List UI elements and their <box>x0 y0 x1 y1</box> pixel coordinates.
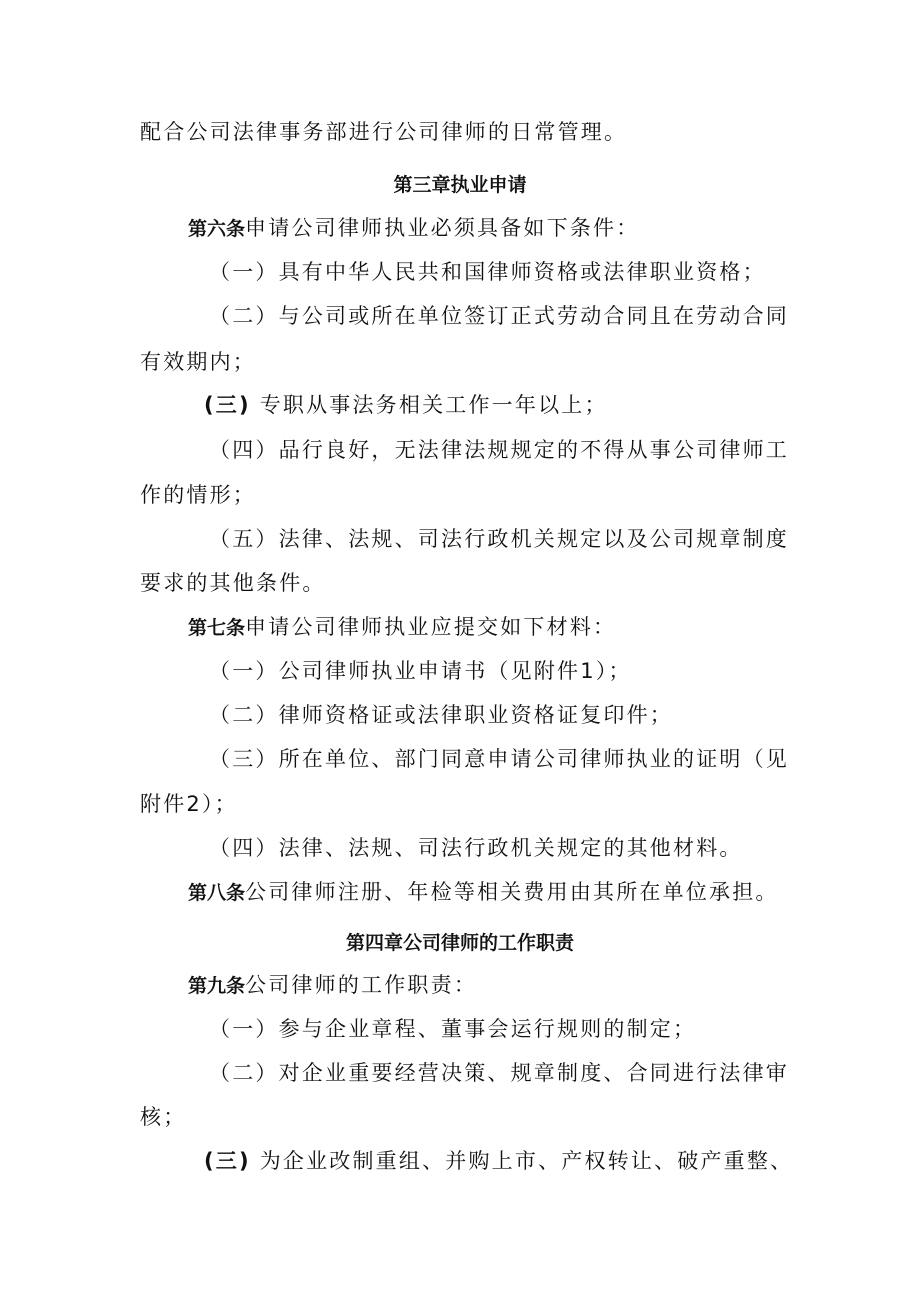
list-item-text: 为企业改制重组、并购上市、产权转让、破产重整、 <box>259 1149 794 1173</box>
paragraph-line: 配合公司法律事务部进行公司律师的日常管理。 <box>140 120 628 144</box>
list-item: （一）参与企业章程、董事会运行规则的制定； <box>209 1017 697 1041</box>
article-label: 第九条 <box>188 975 246 997</box>
article-text: 公司律师的工作职责： <box>245 973 478 997</box>
list-item-continuation: 附件2）； <box>140 792 238 816</box>
list-marker: (三) <box>204 1149 251 1173</box>
list-item-continuation: 作的情形； <box>140 483 256 507</box>
list-item: （一）公司律师执业申请书（见附件1）； <box>209 659 632 683</box>
list-item-text: 专职从事法务相关工作一年以上； <box>259 393 608 417</box>
article-text: 申请公司律师执业应提交如下材料： <box>245 615 617 639</box>
list-item: （四）法律、法规、司法行政机关规定的其他材料。 <box>209 836 743 860</box>
list-item-continuation: 核； <box>140 1105 187 1129</box>
list-item <box>204 390 608 420</box>
article-label: 第七条 <box>188 617 246 639</box>
list-item: （三）所在单位、部门同意申请公司律师执业的证明（见 <box>209 747 789 771</box>
article-label: 第八条 <box>188 882 246 904</box>
article-text: 公司律师注册、年检等相关费用由其所在单位承担。 <box>245 880 779 904</box>
article-9 <box>188 970 477 1001</box>
list-item: （五）法律、法规、司法行政机关规定以及公司规章制度 <box>209 527 789 551</box>
article-7 <box>188 612 616 643</box>
list-item: （一）具有中华人民共和国律师资格或法律职业资格； <box>209 260 766 284</box>
list-item: （二）对企业重要经营决策、规章制度、合同进行法律审 <box>209 1061 789 1085</box>
list-item <box>204 1146 793 1176</box>
chapter-heading-3: 第三章执业申请 <box>393 174 527 196</box>
article-6 <box>188 213 639 244</box>
list-item: （二）与公司或所在单位签订正式劳动合同且在劳动合同 <box>209 304 789 328</box>
list-item: （四）品行良好，无法律法规规定的不得从事公司律师工 <box>209 438 789 462</box>
chapter-heading-4: 第四章公司律师的工作职责 <box>345 932 574 954</box>
article-label: 第六条 <box>188 218 246 240</box>
article-8 <box>188 877 779 908</box>
list-item-continuation: 有效期内； <box>140 350 256 374</box>
list-marker: (三) <box>204 393 251 417</box>
article-text: 申请公司律师执业必须具备如下条件： <box>245 216 640 240</box>
list-item: （二）律师资格证或法律职业资格证复印件； <box>209 703 673 727</box>
list-item-continuation: 要求的其他条件。 <box>140 571 326 595</box>
